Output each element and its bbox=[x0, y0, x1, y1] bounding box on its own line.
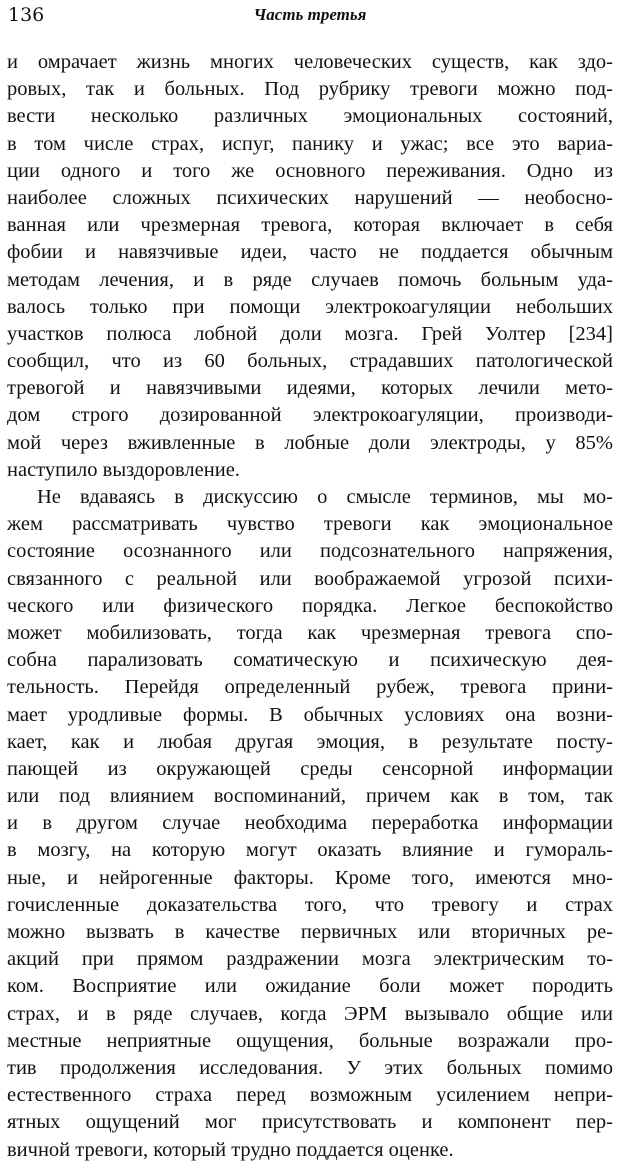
text-line: акций при прямом раздражении мозга электрическим то- bbox=[7, 948, 613, 971]
text-line: собна парализовать соматическую и психическую дея- bbox=[7, 649, 613, 672]
text-line: ные, и нейрогенные факторы. Кроме того, имеются мно- bbox=[7, 866, 613, 889]
text-line: пающей из окружающей среды сенсорной информации bbox=[7, 757, 613, 780]
text-line: мой через вживленные в лобные доли электроды, у 85% bbox=[7, 431, 613, 454]
text-line: ком. Восприятие или ожидание боли может породить bbox=[7, 975, 613, 998]
text-line: ятных ощущений мог присутствовать и компонент пер- bbox=[7, 1111, 613, 1134]
body-text bbox=[7, 49, 613, 1164]
text-line: местные неприятные ощущения, больные возражали про- bbox=[7, 1029, 613, 1052]
text-line: в мозгу, на которую могут оказать влияние и гумораль- bbox=[7, 839, 613, 862]
text-line: и в другом случае необходима переработка информации bbox=[7, 812, 613, 835]
text-line: вичной тревоги, который трудно поддается оценке. bbox=[7, 1138, 454, 1161]
text-line: ванная или чрезмерная тревога, которая включает в себя bbox=[7, 214, 613, 237]
text-line: естественного страха перед возможным усилением непри- bbox=[7, 1084, 613, 1107]
text-line: состояние осознанного или подсознательного напряжения, bbox=[7, 540, 613, 563]
text-line: кает, как и любая другая эмоция, в результате посту- bbox=[7, 730, 613, 753]
text-line: или под влиянием воспоминаний, причем как в том, так bbox=[7, 785, 613, 808]
paragraph bbox=[7, 49, 613, 484]
text-line: дом строго дозированной электрокоагуляции, производи- bbox=[7, 404, 613, 427]
text-line: ции одного и того же основного переживания. Одно из bbox=[7, 159, 613, 182]
text-line: жем рассматривать чувство тревоги как эмоциональное bbox=[7, 513, 613, 536]
text-line: гочисленные доказательства того, что тревогу и страх bbox=[7, 893, 613, 916]
text-line: связанного с реальной или воображаемой угрозой психи- bbox=[7, 567, 613, 590]
text-line: участков полюса лобной доли мозга. Грей Уолтер [234] bbox=[7, 322, 613, 345]
text-line: валось только при помощи электрокоагуляции небольших bbox=[7, 295, 613, 318]
text-line: тельность. Перейдя определенный рубеж, тревога прини- bbox=[7, 676, 613, 699]
text-line: наиболее сложных психических нарушений — необосно- bbox=[7, 186, 613, 209]
text-line: Не вдаваясь в дискуссию о смысле терминов, мы мо- bbox=[37, 486, 613, 508]
text-line: сообщил, что из 60 больных, страдавших патологической bbox=[7, 350, 613, 373]
text-line: ровых, так и больных. Под рубрику тревоги можно под- bbox=[7, 78, 613, 101]
text-line: в том числе страх, испуг, панику и ужас; все это вариа- bbox=[7, 132, 613, 155]
page-number: 136 bbox=[8, 4, 45, 26]
text-line: фобии и навязчивые идеи, часто не поддается обычным bbox=[7, 241, 613, 264]
text-line: ческого или физического порядка. Легкое беспокойство bbox=[7, 594, 613, 617]
running-head bbox=[8, 2, 612, 28]
text-line: тив продолжения исследования. У этих больных помимо bbox=[7, 1056, 613, 1079]
text-line: можно вызвать в качестве первичных или вторичных ре- bbox=[7, 921, 613, 943]
text-line: и омрачает жизнь многих человеческих существ, как здо- bbox=[7, 51, 613, 73]
text-line: может мобилизовать, тогда как чрезмерная тревога спо- bbox=[7, 621, 613, 644]
text-line: методам лечения, и в ряде случаев помочь больным уда- bbox=[7, 268, 613, 291]
paragraph bbox=[7, 484, 613, 1164]
text-line: страх, и в ряде случаев, когда ЭРМ вызывало общие или bbox=[7, 1002, 613, 1025]
text-line: наступило выздоровление. bbox=[7, 458, 240, 481]
text-line: мает уродливые формы. В обычных условиях она возни- bbox=[7, 703, 613, 726]
text-line: тревогой и навязчивыми идеями, которых лечили мето- bbox=[7, 377, 613, 400]
text-line: вести несколько различных эмоциональных состояний, bbox=[7, 105, 613, 128]
section-title: Часть третья bbox=[253, 5, 367, 24]
